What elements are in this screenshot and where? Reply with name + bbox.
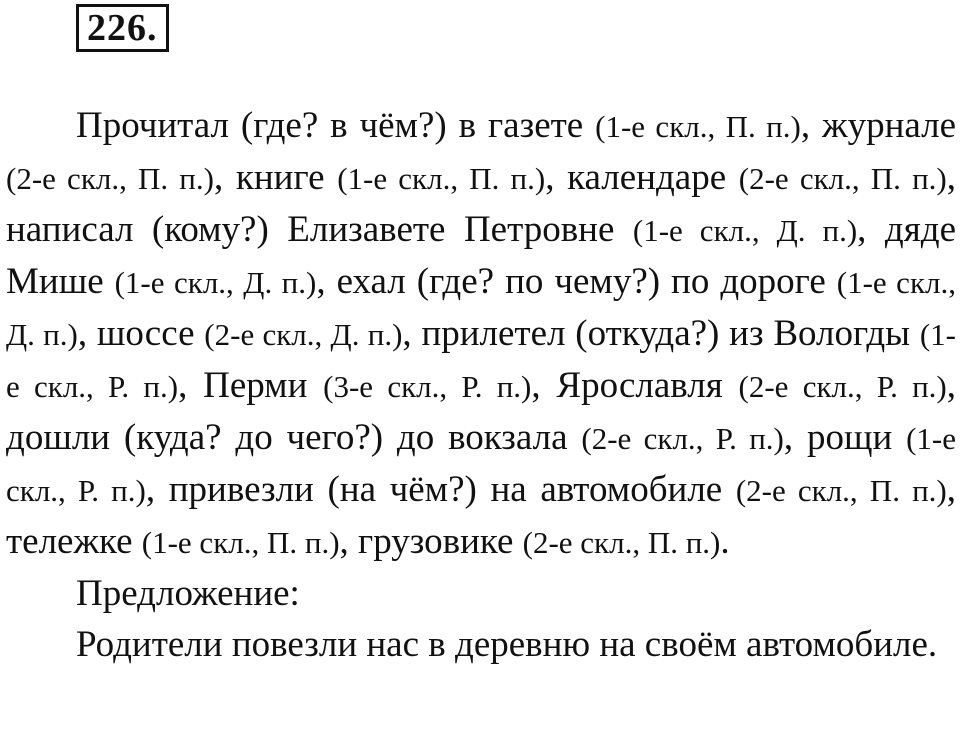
text-fragment: Прочитал (где? в чём?) в газете — [76, 105, 596, 146]
text-fragment: , написал (кому?) Елизавете Петровне — [6, 157, 956, 250]
grammar-note: (2-е скл., П. п.) — [738, 161, 947, 196]
grammar-note: (2-е скл., П. п.) — [6, 161, 214, 196]
text-fragment: , Перми — [178, 365, 324, 406]
text-fragment: , шоссе — [77, 313, 205, 354]
answer-text — [6, 100, 956, 670]
grammar-note: (1-е скл., П. п.) — [337, 161, 546, 196]
text-fragment: , прилетел (откуда?) из Вологды — [402, 313, 920, 354]
grammar-note: (2-е скл., Д. п.) — [204, 317, 403, 352]
example-sentence: Родители повезли нас в деревню на своём автомобиле. — [76, 624, 938, 665]
grammar-note: (1-е скл., Д. п.) — [114, 265, 317, 300]
exercise-number: 226. — [76, 4, 169, 52]
case-analysis-paragraph — [6, 100, 956, 568]
text-fragment: , ехал (где? по чему?) по дороге — [316, 261, 837, 302]
text-fragment: , Ярославля — [531, 365, 739, 406]
text-fragment: , привезли (на чём?) на автомобиле — [145, 469, 736, 510]
grammar-note: (1-е скл., П. п.) — [595, 109, 801, 144]
text-fragment: , календаре — [545, 157, 739, 198]
grammar-note: (1-е скл., Д. п.) — [6, 265, 956, 352]
text-fragment: , тележке — [6, 469, 956, 562]
grammar-note: (2-е скл., Р. п.) — [581, 421, 784, 456]
grammar-note: (1-е скл., Р. п.) — [6, 421, 957, 508]
grammar-note: (1-е скл., Д. п.) — [632, 213, 858, 248]
text-fragment: , рощи — [783, 417, 907, 458]
sentence-label: Предложение: — [76, 573, 300, 614]
text-fragment: , журнале — [800, 105, 956, 146]
grammar-note: (2-е скл., П. п.) — [735, 473, 947, 508]
grammar-note: (1-е скл., Р. п.) — [6, 317, 956, 404]
grammar-note: (2-е скл., Р. п.) — [738, 369, 947, 404]
grammar-note: (2-е скл., П. п.) — [522, 525, 721, 560]
text-fragment: . — [720, 521, 730, 562]
text-fragment: , дяде Мише — [6, 209, 956, 302]
text-fragment: , грузовике — [339, 521, 523, 562]
text-fragment: , дошли (куда? до чего?) до вокзала — [6, 365, 957, 458]
grammar-note: (3-е скл., Р. п.) — [323, 369, 532, 404]
text-fragment: , книге — [213, 157, 338, 198]
grammar-note: (1-е скл., П. п.) — [141, 525, 340, 560]
